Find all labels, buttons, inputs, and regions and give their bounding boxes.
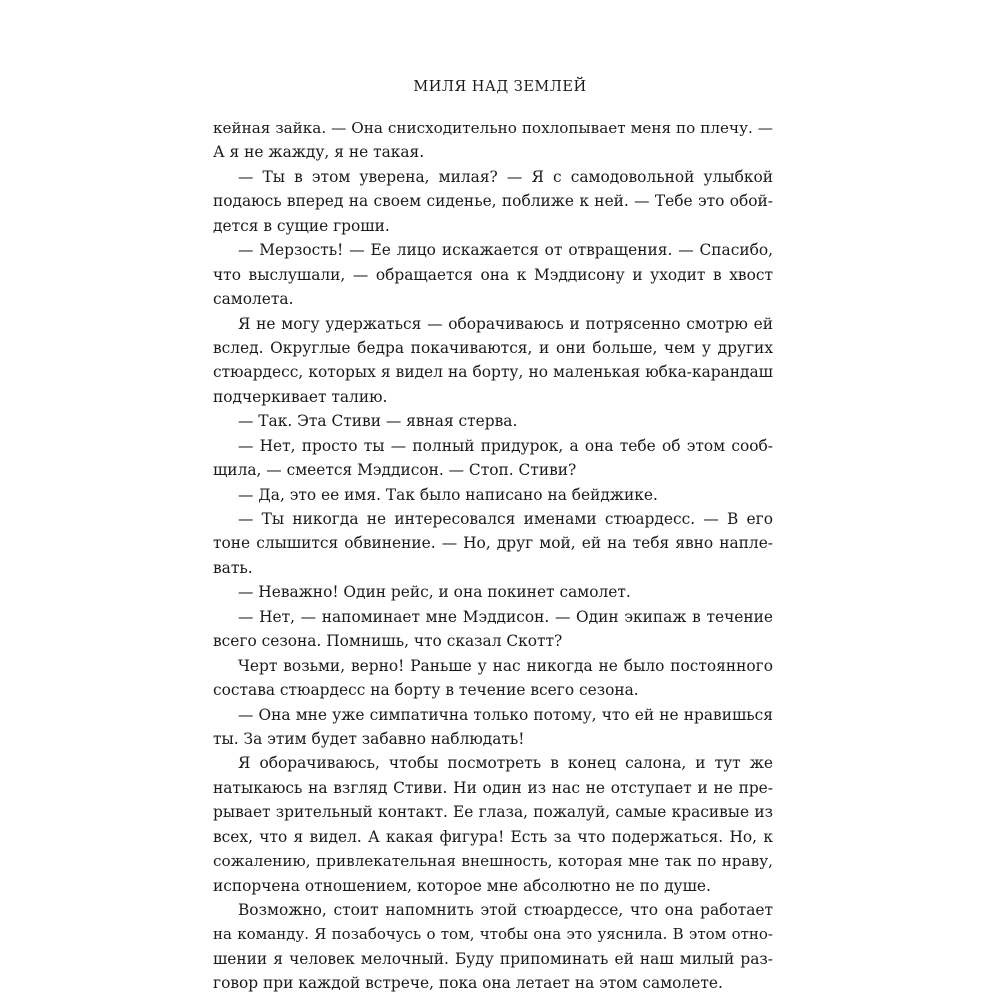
text-line: натыкаюсь на взгляд Стиви. Ни один из нас не отступает и не пре- — [213, 778, 773, 797]
text-line: на команду. Я позабочусь о том, чтобы она это уяснила. В этом отно- — [213, 925, 773, 944]
text-line: подчеркивает талию. — [213, 387, 388, 406]
text-line: — Она мне уже симпатична только потому, что ей не нравишься — [238, 705, 773, 724]
text-line: самолета. — [213, 290, 294, 309]
text-line: — Ты никогда не интересовался именами стюардесс. — В его — [238, 510, 773, 528]
text-line: рывает зрительный контакт. Ее глаза, пожалуй, самые красивые из — [213, 803, 773, 822]
text-line: состава стюардесс на борту в течение всего сезона. — [213, 681, 639, 700]
text-line: сожалению, привлекательная внешность, которая мне так по нраву, — [213, 852, 773, 871]
text-line: испорчена отношением, которое мне абсолютно не по душе. — [213, 876, 711, 895]
text-line: А я не жажду, я не такая. — [213, 143, 425, 162]
text-line: — Нет, — напоминает мне Мэддисон. — Один экипаж в течение — [238, 607, 773, 626]
text-line: — Да, это ее имя. Так было написано на бейджике. — [238, 485, 658, 504]
text-line: — Нет, просто ты — полный придурок, а она тебе об этом сооб- — [238, 436, 773, 455]
text-line: что выслушали, — обращается она к Мэддисону и уходит в хвост — [213, 265, 773, 284]
text-line: щила, — смеется Мэддисон. — Стоп. Стиви? — [213, 461, 577, 480]
text-line: — Ты в этом уверена, милая? — Я с самодовольной улыбкой — [238, 167, 773, 186]
text-line: Я оборачиваюсь, чтобы посмотреть в конец салона, и тут же — [238, 754, 773, 773]
body-text — [213, 116, 773, 996]
text-line: кейная зайка. — Она снисходительно похлопывает меня по плечу. — — [213, 119, 773, 137]
text-line: подаюсь вперед на своем сиденье, поближе к ней. — Тебе это обой- — [213, 192, 773, 211]
text-line: говор при каждой встрече, пока она летает на этом самолете. — [213, 974, 723, 993]
text-line: — Мерзость! — Ее лицо искажается от отвращения. — Спасибо, — [238, 241, 773, 260]
text-line: вслед. Округлые бедра покачиваются, и они больше, чем у других — [213, 338, 773, 357]
text-line: вать. — [213, 558, 253, 577]
text-line: Я не могу удержаться — оборачиваюсь и потрясенно смотрю ей — [238, 314, 773, 333]
text-line: всех, что я видел. А какая фигура! Есть за что подержаться. Но, к — [213, 827, 773, 846]
text-line: дется в сущие гроши. — [213, 216, 390, 235]
running-head: МИЛЯ НАД ЗЕМЛЕЙ — [413, 79, 587, 95]
text-line: Черт возьми, верно! Раньше у нас никогда не было постоянного — [238, 656, 773, 675]
text-line: — Неважно! Один рейс, и она покинет самолет. — [238, 583, 631, 602]
text-line: Возможно, стоит напомнить этой стюардессе, что она работает — [238, 901, 773, 919]
text-line: стюардесс, которых я видел на борту, но маленькая юбка-карандаш — [213, 363, 773, 382]
text-line: тоне слышится обвинение. — Но, друг мой, ей на тебя явно напле- — [213, 534, 773, 553]
text-line: ты. За этим будет забавно наблюдать! — [213, 729, 525, 748]
text-line: всего сезона. Помнишь, что сказал Скотт? — [213, 632, 563, 651]
text-line: шении я человек мелочный. Буду припоминать ей наш милый раз- — [213, 949, 773, 968]
text-line: — Так. Эта Стиви — явная стерва. — [238, 412, 518, 431]
